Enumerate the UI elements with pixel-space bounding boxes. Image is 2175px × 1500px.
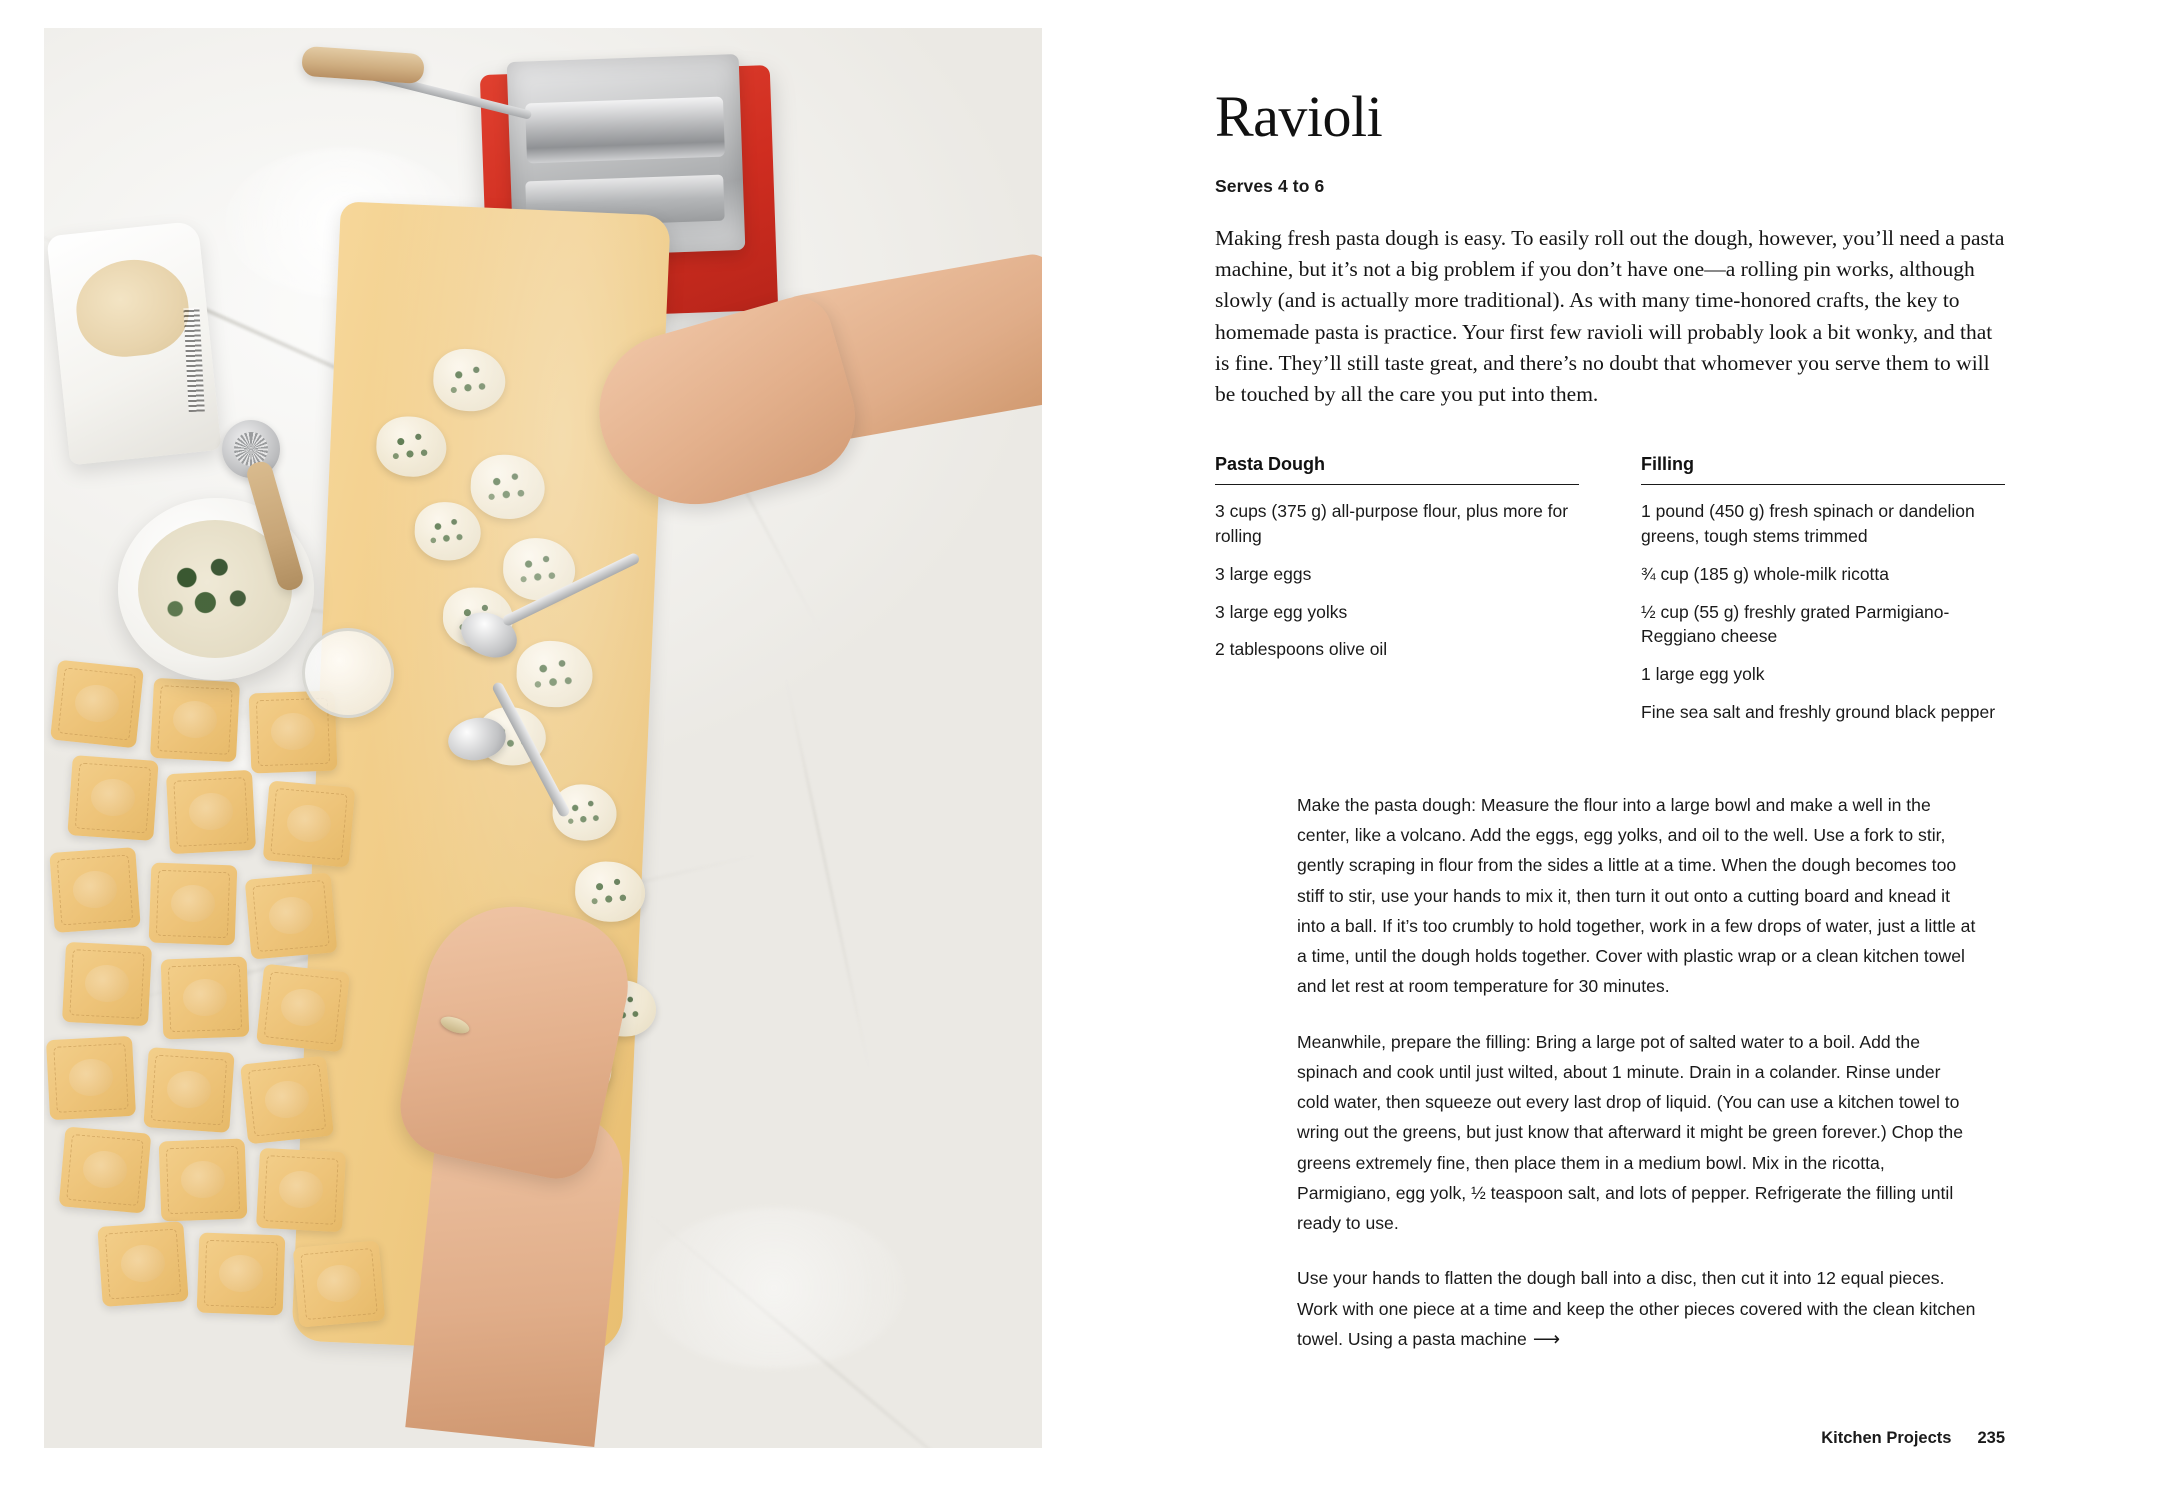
page-footer [1821,1429,2005,1448]
page-title: Ravioli [1215,84,1383,149]
marble-vein [783,669,873,1080]
instruction-step: Meanwhile, prepare the filling: Bring a large pot of salted water to a boil. Add the spinach and cook until just wilted, about 1 minute. Drain in a colander. Rinse under cold water, then squeeze out every last drop of liquid. (You can use a kitchen towel to wring out the greens, but just know that afterward it might be green forever.) Chop the greens extremely fine, then place them in a medium bowl. Mix in the ricotta, Parmigiano, egg yolk, ½ teaspoon salt, and lots of pepper. Refrigerate the filling until ready to use. [1297,1031,1963,1234]
cut-ravioli [256,1148,346,1232]
ingredient-item: 1 large egg yolk [1641,664,1765,685]
cut-ravioli [59,1126,152,1213]
ingredient-group-filling [1641,454,2005,738]
cut-ravioli [62,942,152,1026]
photo-page [0,0,1042,1500]
ingredient-list [1641,499,2005,725]
footer-page-number: 235 [1977,1429,2005,1447]
instruction-step: Make the pasta dough: Measure the flour into a large bowl and make a well in the center, like a volcano. Add the eggs, egg yolks, and oil to the well. Use a fork to stir, gently scraping in flour from the sides a little at a time. When the dough becomes too stiff to stir, use your hands to mix it, then turn it out onto a cutting board and knead it into a ball. If it’s too crumbly to hold together, work in a few drops of water, just a little at a time, until the dough holds together. Cover with plastic wrap or a clean kitchen towel and let rest at room temperature for 30 minutes. [1297,794,1976,997]
cut-ravioli [150,678,240,762]
spinach-ricotta-filling [152,536,268,640]
ingredient-group-heading: Pasta Dough [1215,454,1579,485]
ingredient-item: Fine sea salt and freshly ground black pepper [1641,702,1996,723]
ingredient-group-heading: Filling [1641,454,2005,485]
recipe-headnote: Making fresh pasta dough is easy. To easily roll out the dough, however, you’ll need a pasta machine, but it’s not a big problem if you don’t have one—a rolling pin works, although slowly (and is actually more traditional). As with many time-honored crafts, the key to homemade pasta is practice. Your first few ravioli will probably look a bit wonky, and that is fine. They’ll still taste great, and there’s no doubt that whomever you serve them to will be touched by all the care you put into them. [1215,226,2005,406]
filling-mound [375,415,448,478]
cut-ravioli [240,1056,334,1145]
flour-in-bag [72,254,193,361]
ingredient-item: 1 pound (450 g) fresh spinach or dandelion greens, tough stems trimmed [1641,501,1975,546]
cut-ravioli [143,1047,234,1133]
cut-ravioli [293,1240,386,1327]
cut-ravioli [245,872,338,959]
filling-mound [413,501,481,562]
ingredient-item: 3 cups (375 g) all-purpose flour, plus more for rolling [1215,501,1569,546]
ingredient-list [1215,499,1579,662]
footer-chapter: Kitchen Projects [1821,1429,1952,1447]
cut-ravioli [50,660,144,749]
small-glass [302,628,394,718]
ingredient-item: 2 tablespoons olive oil [1215,639,1388,660]
pasta-machine-roller-top [525,97,725,164]
filling-mound [469,453,546,520]
continuation-arrow-icon: ⟶ [1532,1328,1561,1350]
instruction-step-text: Use your hands to flatten the dough ball into a disc, then cut it into 12 equal pieces. Work with one piece at a time and keep the other pieces covered with the clean kitchen towel. Using a pasta machine [1297,1268,1976,1349]
instruction-step-last [1297,1263,1977,1354]
cut-ravioli [159,1139,248,1222]
cut-ravioli [97,1221,188,1307]
flour-bag-barcode [183,307,204,412]
ingredient-item: 3 large eggs [1215,563,1312,584]
ingredient-item: 3 large egg yolks [1215,601,1348,622]
cut-ravioli [166,770,256,854]
cut-ravioli [256,964,350,1053]
flour-dust [644,1208,904,1368]
filling-mound [432,348,507,413]
cut-ravioli [197,1233,286,1316]
cut-ravioli [67,755,158,841]
cut-ravioli [46,1036,136,1120]
cut-ravioli [49,847,140,933]
ravioli-making-overhead-photo [44,28,1042,1448]
cut-ravioli [161,957,250,1040]
flour-bag [46,221,221,466]
cut-ravioli [263,780,356,867]
pasta-machine-wooden-handle [301,46,425,84]
cut-ravioli [149,863,238,946]
ingredients-section [1215,454,2005,738]
instructions-section [1297,790,1977,1354]
ingredient-item: ¾ cup (185 g) whole-milk ricotta [1641,563,1890,584]
filling-mound [574,860,647,923]
ingredient-item: ½ cup (55 g) freshly grated Parmigiano-Reggiano cheese [1641,601,1950,647]
filling-mound [515,639,594,708]
serves-line: Serves 4 to 6 [1215,176,1325,196]
ingredient-group-pasta-dough [1215,454,1579,738]
recipe-page [1042,0,2175,1500]
